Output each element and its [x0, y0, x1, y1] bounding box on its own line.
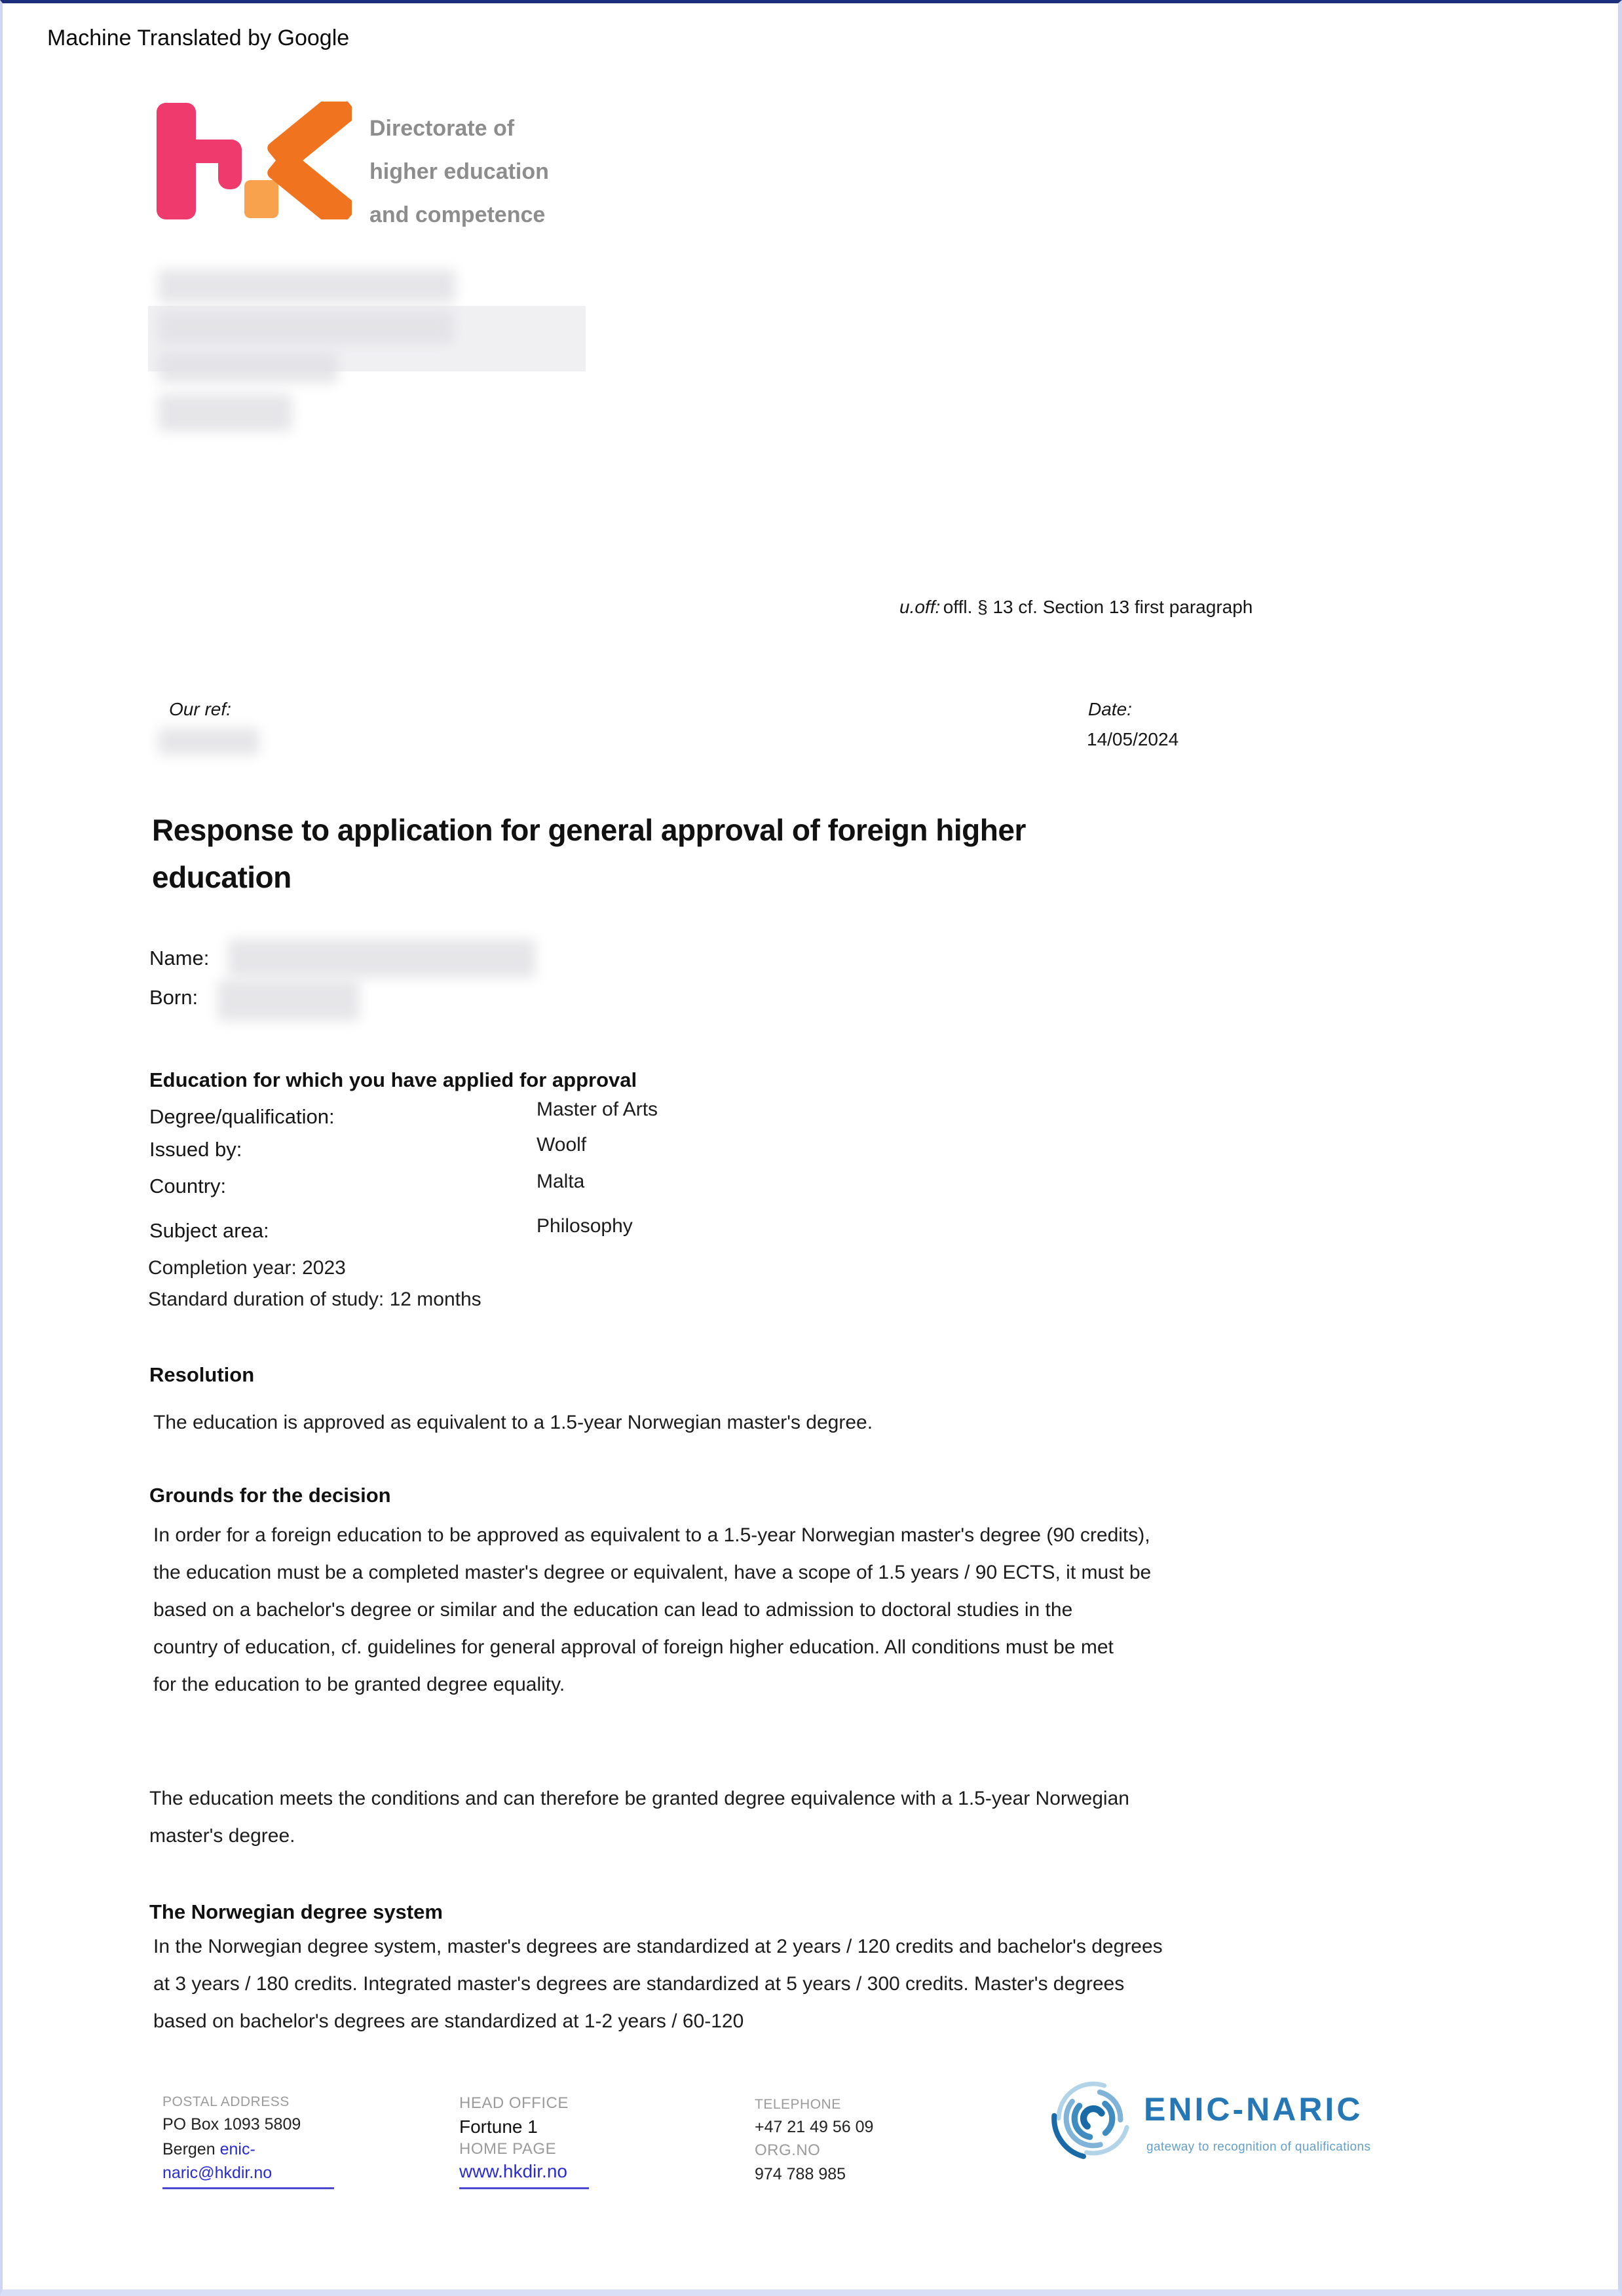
conclusion-line2: master's degree. — [149, 1825, 295, 1847]
norwegian-line1: In the Norwegian degree system, master's degrees are standardized at 2 years / 120 credits and bachelor's degrees — [153, 1936, 1163, 1957]
degree-label: Degree/qualification: — [149, 1105, 335, 1128]
enic-naric-logo-icon — [1048, 2073, 1139, 2164]
page-title-line1: Response to application for general approval of foreign higher — [152, 813, 1026, 847]
enic-naric-wordmark: ENIC-NARIC — [1144, 2091, 1363, 2128]
conclusion-paragraph — [149, 1780, 1473, 1854]
email-link-part1[interactable]: enic- — [219, 2140, 255, 2158]
redacted-our-ref — [158, 728, 259, 755]
grounds-line4: country of education, cf. guidelines for general approval of foreign higher education. All conditions must be met — [153, 1636, 1114, 1658]
redacted-name-value — [228, 939, 536, 978]
redacted-address-line1 — [158, 311, 454, 344]
norwegian-system-paragraph — [153, 1928, 1477, 2040]
city-value: Bergen — [162, 2140, 216, 2158]
conclusion-line1: The education meets the conditions and can therefore be granted degree equivalence with a 1.5-year Norwegian — [149, 1788, 1129, 1809]
subject-area-value: Philosophy — [537, 1215, 633, 1237]
hkdir-logo-icon — [155, 102, 352, 219]
country-label: Country: — [149, 1175, 227, 1197]
grounds-heading: Grounds for the decision — [149, 1484, 391, 1507]
orgno-label: ORG.NO — [755, 2141, 821, 2159]
norwegian-line2: at 3 years / 180 credits. Integrated master's degrees are standardized at 5 years / 300 credits. Master's degrees — [153, 1973, 1125, 1995]
home-page-label: HOME PAGE — [459, 2140, 557, 2158]
directorate-name — [369, 107, 549, 236]
orgno-value: 974 788 985 — [755, 2165, 846, 2183]
grounds-line5: for the education to be granted degree equality. — [153, 1674, 565, 1695]
grounds-line3: based on a bachelor's degree or similar and the education can lead to admission to doctoral studies in the — [153, 1599, 1073, 1621]
city-email-line — [162, 2140, 255, 2159]
telephone-label: TELEPHONE — [755, 2097, 841, 2112]
home-page-underline — [459, 2187, 589, 2189]
directorate-name-line1: Directorate of — [369, 116, 515, 141]
directorate-name-line3: and competence — [369, 202, 546, 227]
grounds-line1: In order for a foreign education to be approved as equivalent to a 1.5-year Norwegian master's degree (90 credits), — [153, 1524, 1150, 1546]
machine-translated-banner: Machine Translated by Google — [47, 26, 350, 50]
our-ref-label: Our ref: — [169, 699, 231, 719]
date-label: Date: — [1088, 699, 1132, 719]
degree-value: Master of Arts — [537, 1099, 658, 1120]
grounds-line2: the education must be a completed master's degree or equivalent, have a scope of 1.5 years / 90 ECTS, it must be — [153, 1562, 1152, 1583]
redacted-born-value — [217, 979, 360, 1021]
redacted-address-line2 — [158, 352, 338, 383]
resolution-text: The education is approved as equivalent to a 1.5-year Norwegian master's degree. — [153, 1412, 873, 1433]
postal-address-label: POSTAL ADDRESS — [162, 2094, 290, 2109]
subject-area-label: Subject area: — [149, 1219, 269, 1242]
grounds-paragraph — [153, 1516, 1477, 1703]
email-link-part2[interactable]: naric@hkdir.no — [162, 2164, 273, 2182]
telephone-value: +47 21 49 56 09 — [755, 2118, 874, 2136]
exemption-note-label: u.off: — [899, 597, 941, 617]
head-office-label: HEAD OFFICE — [459, 2094, 569, 2112]
redacted-recipient-name — [158, 269, 456, 303]
norwegian-system-heading: The Norwegian degree system — [149, 1900, 443, 1923]
date-value: 14/05/2024 — [1087, 729, 1179, 749]
po-box-value: PO Box 1093 5809 — [162, 2115, 301, 2134]
duration-line: Standard duration of study: 12 months — [148, 1289, 481, 1310]
born-label: Born: — [149, 986, 198, 1009]
education-section-heading: Education for which you have applied for approval — [149, 1068, 637, 1091]
norwegian-line3: based on bachelor's degrees are standardized at 1-2 years / 60-120 — [153, 2010, 744, 2032]
head-office-value: Fortune 1 — [459, 2117, 538, 2137]
issued-by-value: Woolf — [537, 1134, 587, 1156]
exemption-note — [899, 597, 1253, 618]
name-label: Name: — [149, 947, 210, 969]
resolution-heading: Resolution — [149, 1363, 255, 1386]
redacted-country — [158, 394, 292, 432]
home-page-link[interactable]: www.hkdir.no — [459, 2161, 567, 2181]
email-underline — [162, 2187, 334, 2189]
page-title — [152, 806, 1397, 901]
completion-year-line: Completion year: 2023 — [148, 1257, 346, 1279]
issued-by-label: Issued by: — [149, 1138, 242, 1161]
exemption-note-text: offl. § 13 cf. Section 13 first paragraph — [943, 597, 1253, 617]
directorate-name-line2: higher education — [369, 159, 549, 184]
country-value: Malta — [537, 1171, 585, 1192]
page-title-line2: education — [152, 860, 292, 894]
enic-naric-tagline: gateway to recognition of qualifications — [1146, 2140, 1371, 2154]
